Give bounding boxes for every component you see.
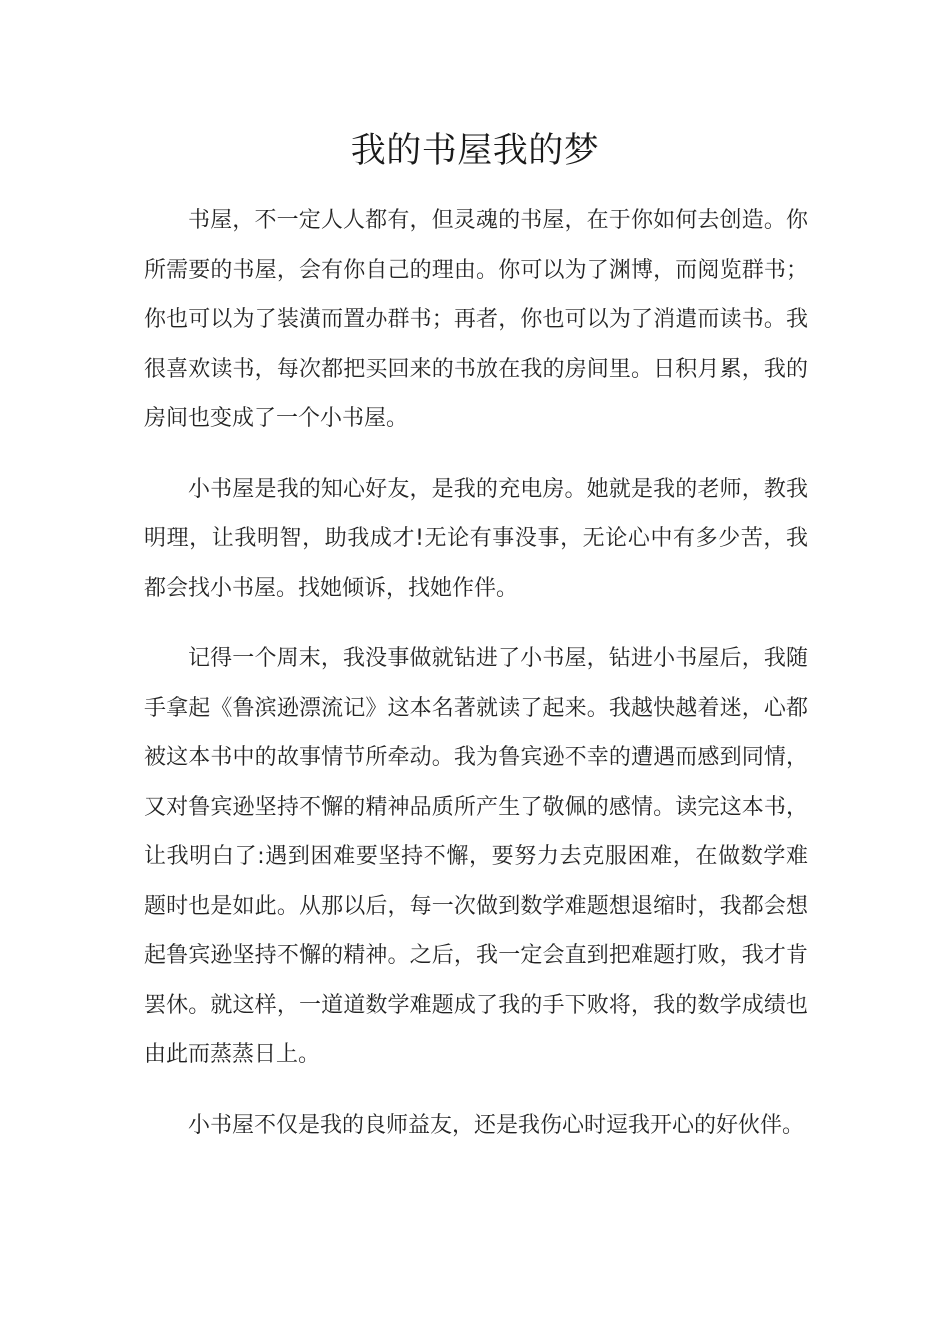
document-body <box>144 196 808 1171</box>
paragraph: 小书屋不仅是我的良师益友，还是我伤心时逗我开心的好伙伴。 <box>188 1112 805 1138</box>
paragraph: 书屋，不一定人人都有，但灵魂的书屋，在于你如何去创造。你所需要的书屋，会有你自己的理由。你可以为了渊博，而阅览群书；你也可以为了装潢而置办群书；再者，你也可以为了消遣而读书。我很喜欢读书，每次都把买回来的书放在我的房间里。日积月累，我的房间也变成了一个小书屋。 <box>144 208 808 431</box>
paragraph: 小书屋是我的知心好友，是我的充电房。她就是我的老师，教我明理，让我明智，助我成才!无论有事没事，无论心中有多少苦，我都会找小书屋。找她倾诉，找她作伴。 <box>144 476 808 601</box>
document-title: 我的书屋我的梦 <box>350 131 600 171</box>
paragraph: 记得一个周末，我没事做就钻进了小书屋，钻进小书屋后，我随手拿起《鲁滨逊漂流记》这本名著就读了起来。我越快越着迷，心都被这本书中的故事情节所牵动。我为鲁宾逊不幸的遭遇而感到同情，又对鲁宾逊坚持不懈的精神品质所产生了敬佩的感情。读完这本书，让我明白了:遇到困难要坚持不懈，要努力去克服困难，在做数学难题时也是如此。从那以后，每一次做到数学难题想退缩时，我都会想起鲁宾逊坚持不懈的精神。之后，我一定会直到把难题打败，我才肯罢休。就这样，一道道数学难题成了我的手下败将，我的数学成绩也由此而蒸蒸日上。 <box>144 646 808 1067</box>
